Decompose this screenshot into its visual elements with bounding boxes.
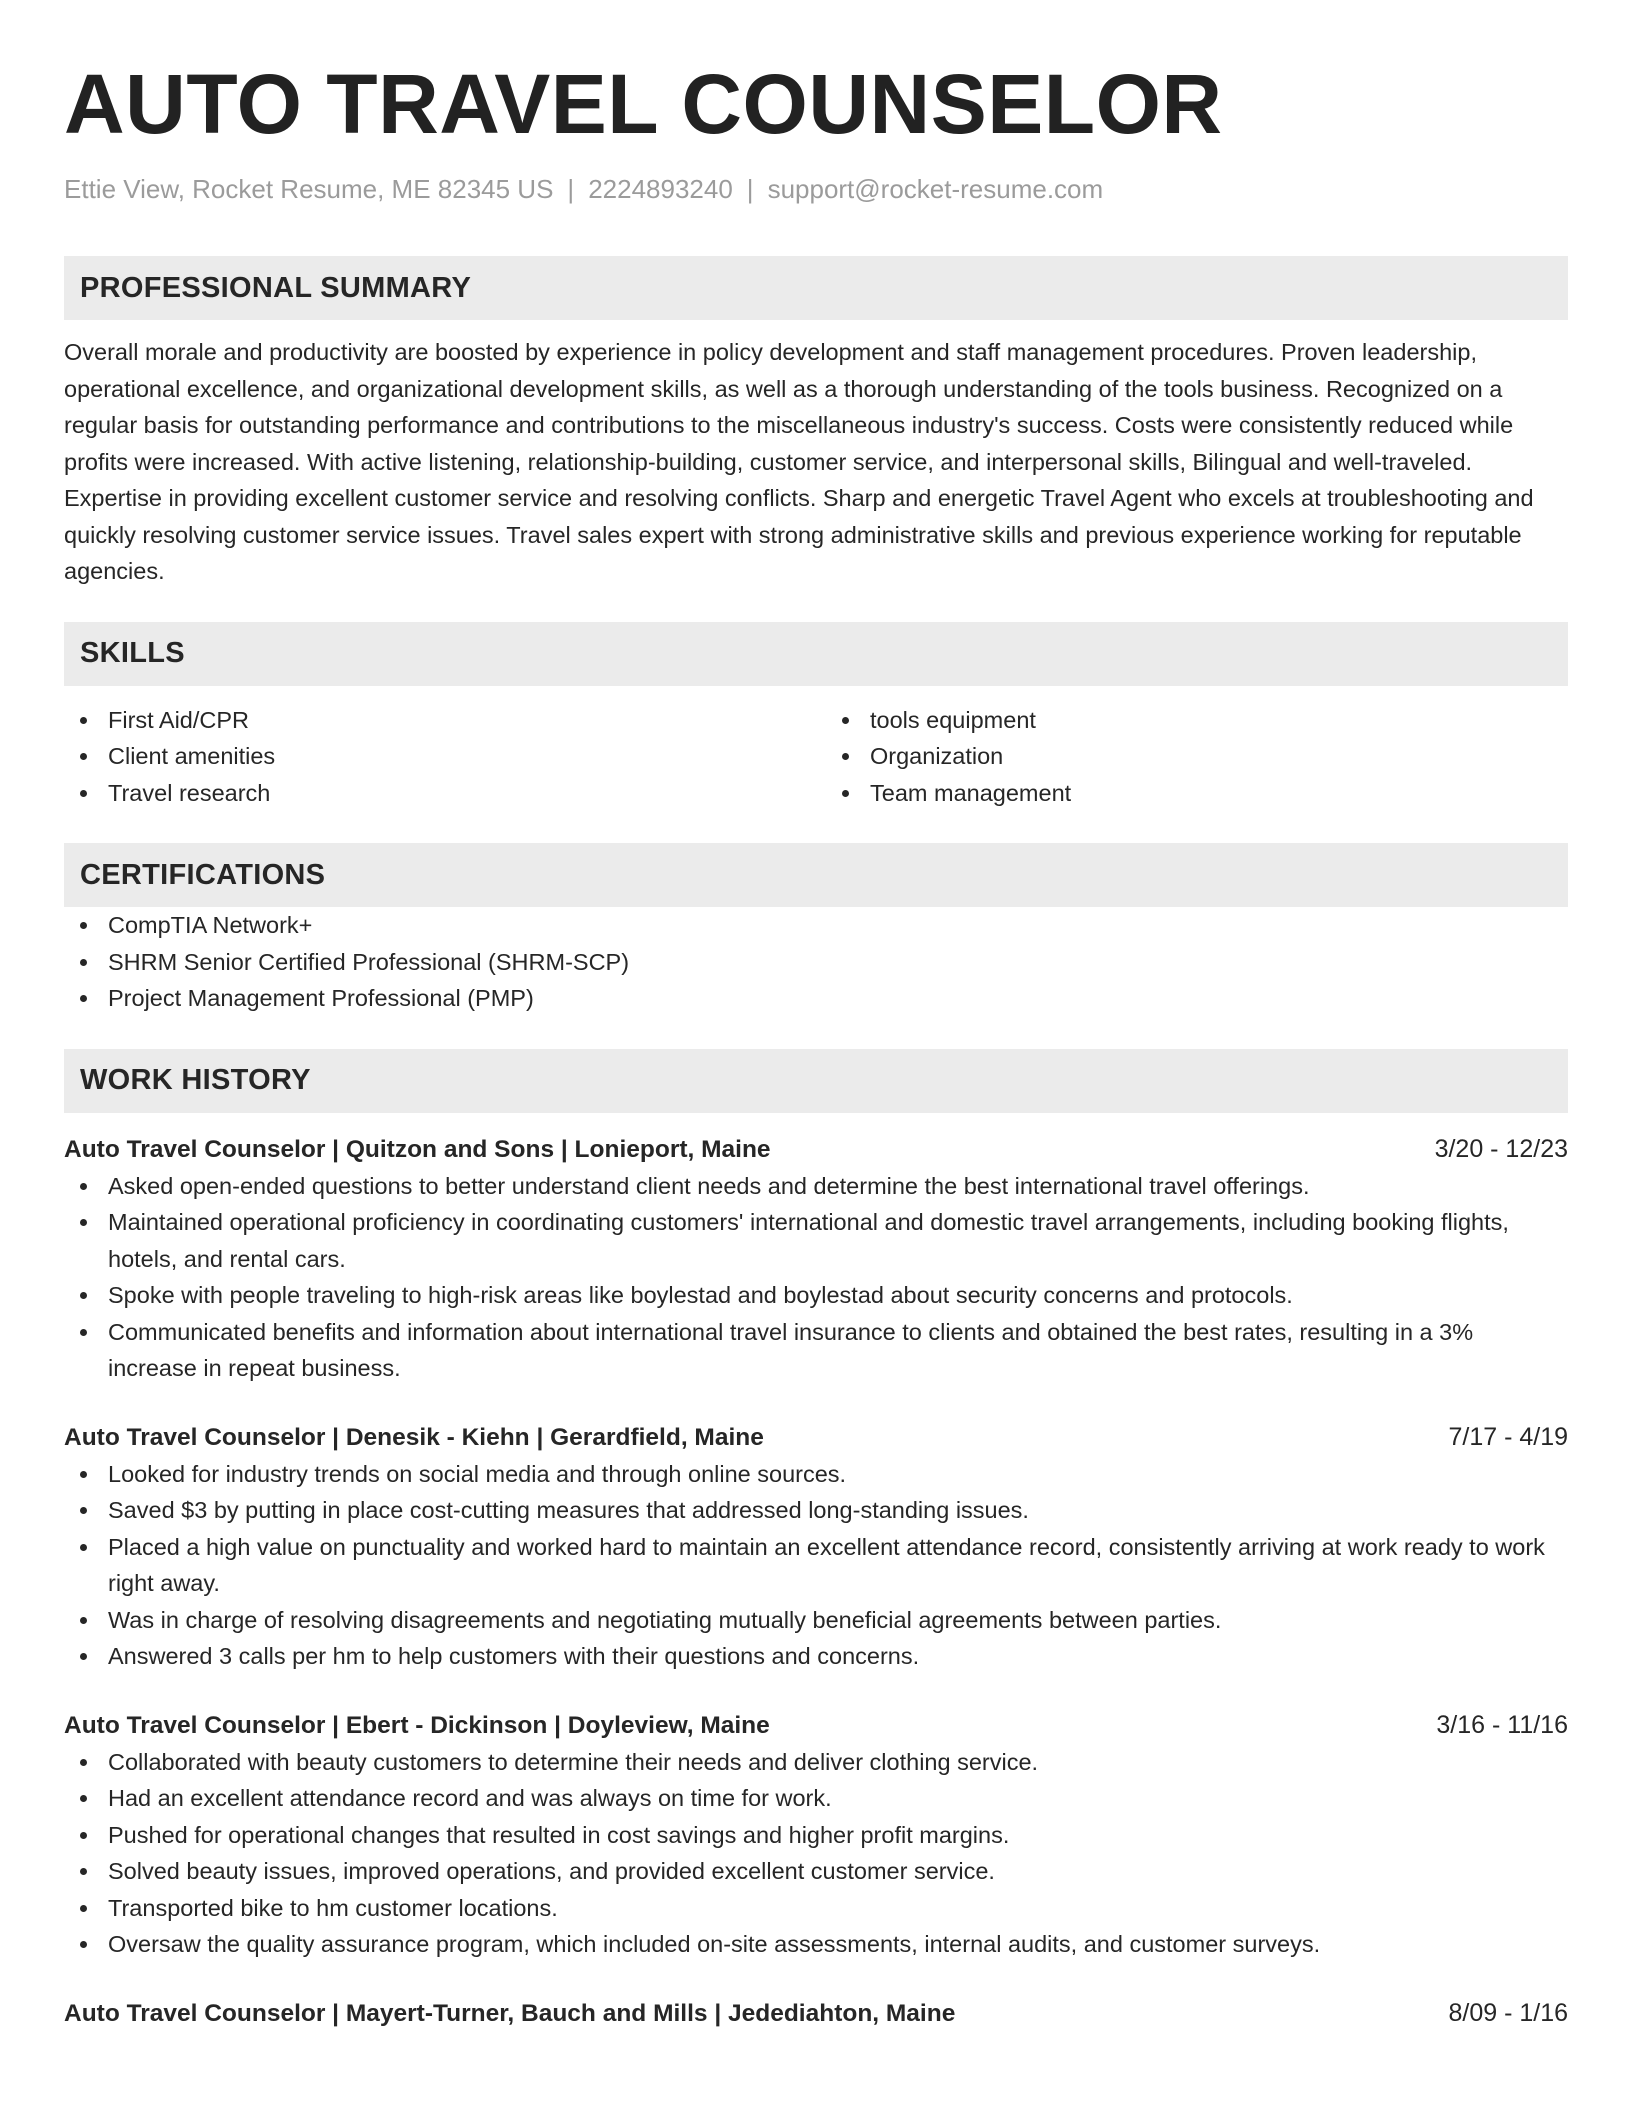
job-dates: 8/09 - 1/16 [1448,1998,1568,2027]
contact-phone: 2224893240 [588,174,733,204]
job-title: Auto Travel Counselor | Mayert-Turner, Bauch and Mills | Jedediahton, Maine [64,1999,956,2027]
skill-item: Travel research [64,775,806,812]
job-bullet: Answered 3 calls per hm to help customers with their questions and concerns. [64,1638,1568,1675]
job-header [64,1419,1568,1456]
job-bullet: Communicated benefits and information about international travel insurance to clients and obtained the best rates, resulting in a 3% increase in repeat business. [64,1314,1568,1387]
job-bullet: Placed a high value on punctuality and worked hard to maintain an excellent attendance record, consistently arriving at work ready to work right away. [64,1529,1568,1602]
job-bullet: Transported bike to hm customer locations. [64,1890,1568,1927]
skills-grid [64,702,1568,812]
certification-item: Project Management Professional (PMP) [64,980,1568,1017]
job-entry [64,1419,1568,1675]
skills-right-list [826,702,1568,812]
job-entry [64,1131,1568,1387]
job-header [64,1995,1568,2032]
job-bullets [64,1456,1568,1675]
work-history-heading: WORK HISTORY [64,1049,1568,1113]
skill-item: Client amenities [64,738,806,775]
skills-left-list [64,702,806,812]
job-bullet: Saved $3 by putting in place cost-cutting measures that addressed long-standing issues. [64,1492,1568,1529]
job-title: Auto Travel Counselor | Ebert - Dickinson | Doyleview, Maine [64,1711,770,1739]
job-bullet: Spoke with people traveling to high-risk areas like boylestad and boylestad about security concerns and protocols. [64,1277,1568,1314]
job-dates: 3/16 - 11/16 [1436,1710,1568,1739]
job-bullet: Collaborated with beauty customers to determine their needs and deliver clothing service. [64,1744,1568,1781]
job-bullet: Solved beauty issues, improved operations, and provided excellent customer service. [64,1853,1568,1890]
skill-item: First Aid/CPR [64,702,806,739]
resume-name: AUTO TRAVEL COUNSELOR [64,57,1223,151]
contact-address: Ettie View, Rocket Resume, ME 82345 US [64,174,554,204]
job-title: Auto Travel Counselor | Denesik - Kiehn | Gerardfield, Maine [64,1423,764,1451]
job-bullets [64,1744,1568,1963]
certification-item: CompTIA Network+ [64,907,1568,944]
job-header [64,1131,1568,1168]
job-bullet: Looked for industry trends on social media and through online sources. [64,1456,1568,1493]
job-entry [64,1995,1568,2032]
job-entry [64,1707,1568,1963]
job-bullets [64,1168,1568,1387]
certification-item: SHRM Senior Certified Professional (SHRM-SCP) [64,944,1568,981]
contact-line [64,172,1568,206]
skill-item: Team management [826,775,1568,812]
contact-email: support@rocket-resume.com [767,174,1104,204]
resume-page [64,52,1568,2032]
skill-item: tools equipment [826,702,1568,739]
certifications-list [64,907,1568,1017]
certifications-heading: CERTIFICATIONS [64,843,1568,907]
summary-text: Overall morale and productivity are boosted by experience in policy development and staff management procedures. Proven leadership, operational excellence, and organizational development skills, as well as a thorough understanding of the tools business. Recognized on a regular basis for outstanding performance and contributions to the miscellaneous industry's success. Costs were consistently reduced while profits were increased. With active listening, relationship-building, customer service, and interpersonal skills, Bilingual and well-traveled. Expertise in providing excellent customer service and resolving conflicts. Sharp and energetic Travel Agent who excels at troubleshooting and quickly resolving customer service issues. Travel sales expert with strong administrative skills and previous experience working for reputable agencies. [64,339,1534,584]
skill-item: Organization [826,738,1568,775]
job-bullet: Asked open-ended questions to better understand client needs and determine the best international travel offerings. [64,1168,1568,1205]
job-dates: 3/20 - 12/23 [1434,1134,1568,1163]
skills-heading: SKILLS [64,622,1568,686]
contact-separator: | [746,174,754,204]
job-title: Auto Travel Counselor | Quitzon and Sons | Lonieport, Maine [64,1135,771,1163]
job-bullet: Pushed for operational changes that resulted in cost savings and higher profit margins. [64,1817,1568,1854]
job-header [64,1707,1568,1744]
job-bullet: Maintained operational proficiency in coordinating customers' international and domestic travel arrangements, including booking flights, hotels, and rental cars. [64,1204,1568,1277]
job-bullet: Was in charge of resolving disagreements and negotiating mutually beneficial agreements between parties. [64,1602,1568,1639]
job-bullet: Oversaw the quality assurance program, which included on-site assessments, internal audits, and customer surveys. [64,1926,1568,1963]
contact-separator: | [567,174,575,204]
summary-heading: PROFESSIONAL SUMMARY [64,256,1568,320]
job-dates: 7/17 - 4/19 [1448,1422,1568,1451]
job-bullet: Had an excellent attendance record and was always on time for work. [64,1780,1568,1817]
